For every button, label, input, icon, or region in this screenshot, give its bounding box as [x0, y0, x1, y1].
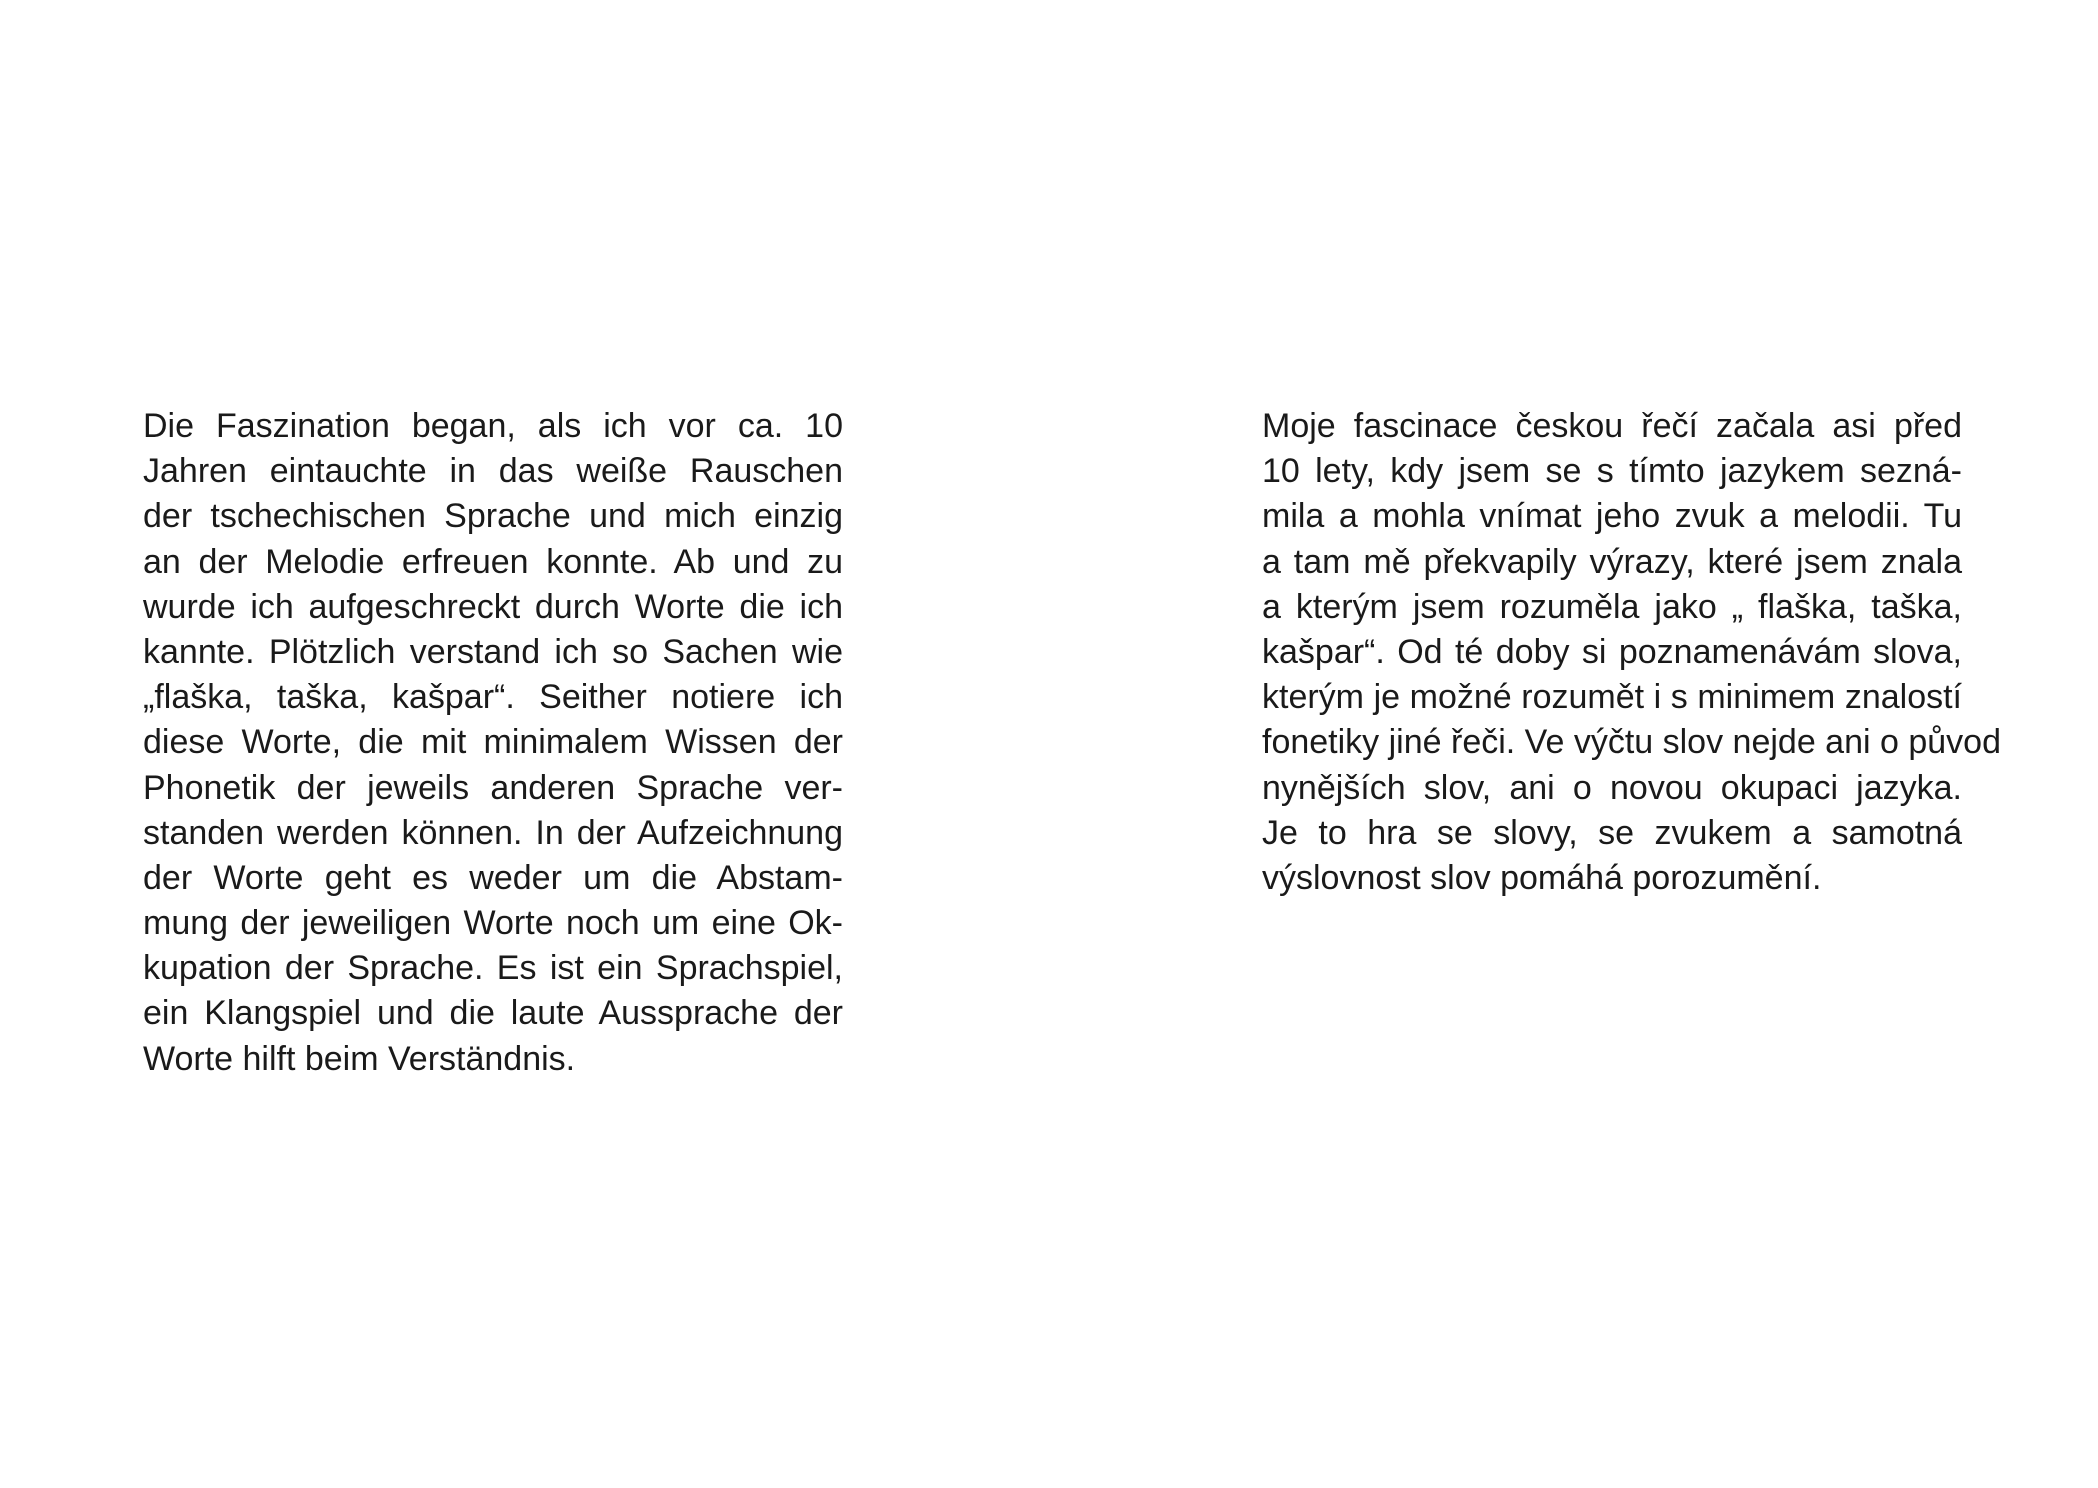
text-line: wurde ich aufgeschreckt durch Worte die ich [143, 587, 843, 626]
text-line: mila a mohla vnímat jeho zvuk a melodii. Tu [1262, 497, 1962, 536]
text-line: an der Melodie erfreuen konnte. Ab und zu [143, 542, 843, 581]
text-line: kterým je možné rozumět i s minimem znalostí [1262, 678, 1962, 717]
text-line: der Worte geht es weder um die Abstam- [143, 858, 843, 897]
text-line: der tschechischen Sprache und mich einzig [143, 497, 843, 536]
german-text-column [143, 404, 843, 1082]
text-line: kannte. Plötzlich verstand ich so Sachen wie [143, 632, 843, 671]
text-line: ein Klangspiel und die laute Aussprache der [143, 994, 843, 1033]
text-line: mung der jeweiligen Worte noch um eine Ok- [143, 904, 843, 943]
text-line: Je to hra se slovy, se zvukem a samotná [1262, 813, 1962, 852]
text-line: 10 lety, kdy jsem se s tímto jazykem sezná- [1262, 452, 1962, 491]
text-line: „flaška, taška, kašpar“. Seither notiere ich [143, 678, 843, 717]
text-line: diese Worte, die mit minimalem Wissen der [143, 723, 843, 762]
text-line: fonetiky jiné řeči. Ve výčtu slov nejde ani o původ [1262, 723, 2001, 762]
text-line: Phonetik der jeweils anderen Sprache ver- [143, 768, 843, 807]
text-line: Moje fascinace českou řečí začala asi před [1262, 407, 1962, 445]
text-line: nynějších slov, ani o novou okupaci jazyka. [1262, 768, 1962, 807]
text-line: Worte hilft beim Verständnis. [143, 1039, 576, 1078]
text-line: Die Faszination began, als ich vor ca. 10 [143, 407, 843, 445]
text-line: kašpar“. Od té doby si poznamenávám slova, [1262, 632, 1962, 671]
czech-text-column [1262, 404, 2001, 901]
text-line: a tam mě překvapily výrazy, které jsem znala [1262, 542, 1962, 581]
text-line: a kterým jsem rozuměla jako „ flaška, taška, [1262, 587, 1962, 626]
text-line: kupation der Sprache. Es ist ein Sprachspiel, [143, 949, 843, 988]
text-line: standen werden können. In der Aufzeichnung [143, 813, 843, 852]
text-line: výslovnost slov pomáhá porozumění. [1262, 858, 1822, 897]
text-line: Jahren eintauchte in das weiße Rauschen [143, 452, 843, 491]
